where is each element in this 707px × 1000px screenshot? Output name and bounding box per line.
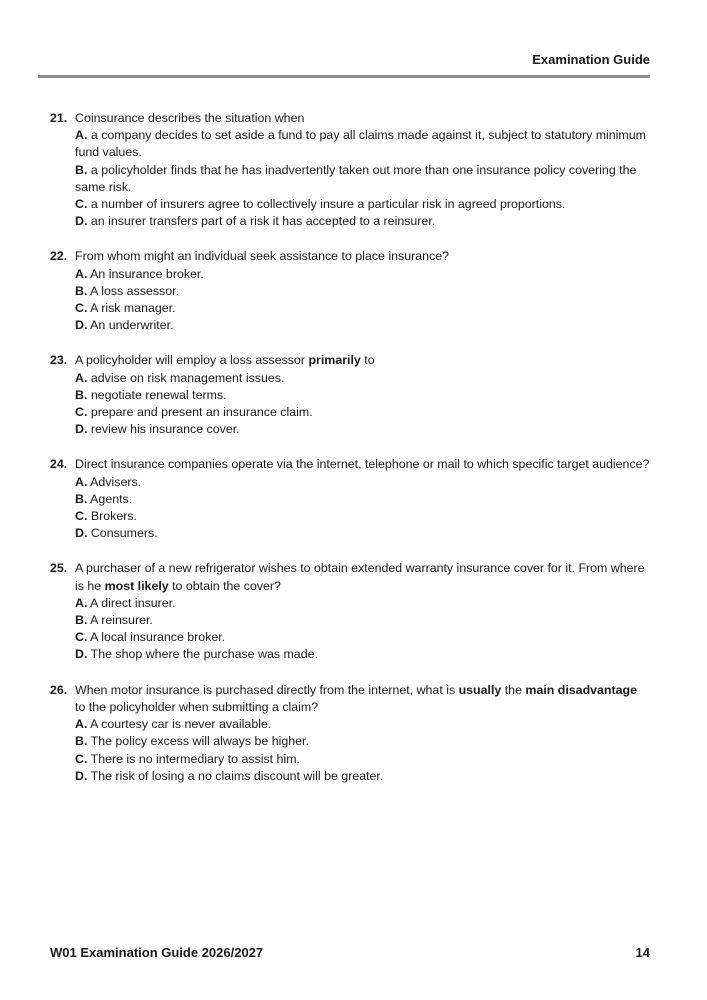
option-text: A risk manager. bbox=[90, 301, 176, 316]
option-text: An insurance broker. bbox=[90, 266, 204, 281]
option-letter: C. bbox=[75, 751, 88, 766]
answer-option bbox=[75, 595, 650, 612]
option-text: The risk of losing a no claims discount will be greater. bbox=[90, 768, 384, 783]
footer-title: W01 Examination Guide 2026/2027 bbox=[50, 945, 264, 960]
option-text: A reinsurer. bbox=[90, 613, 153, 628]
option-text: Brokers. bbox=[90, 509, 137, 524]
header-divider bbox=[38, 75, 650, 78]
question-number: 21. bbox=[50, 111, 68, 125]
question-22 bbox=[50, 248, 650, 334]
answer-option bbox=[75, 127, 650, 161]
option-text: A courtesy car is never available. bbox=[90, 717, 272, 732]
option-text: There is no intermediary to assist him. bbox=[90, 751, 300, 766]
emphasis-text: most likely bbox=[104, 578, 169, 593]
option-letter: B. bbox=[75, 491, 88, 506]
option-text: Agents. bbox=[90, 491, 133, 506]
header-title: Examination Guide bbox=[532, 52, 650, 67]
question-24 bbox=[50, 456, 650, 542]
option-letter: B. bbox=[75, 162, 88, 177]
stem-text: When motor insurance is purchased directly from the internet, what is bbox=[75, 682, 459, 697]
option-letter: C. bbox=[75, 509, 88, 524]
stem-text: From whom might an individual seek assistance to place insurance? bbox=[75, 249, 449, 264]
option-letter: D. bbox=[75, 768, 88, 783]
option-text: negotiate renewal terms. bbox=[90, 387, 227, 402]
question-number: 25. bbox=[50, 561, 68, 576]
answer-option bbox=[75, 646, 650, 663]
option-text: an insurer transfers part of a risk it has accepted to a reinsurer. bbox=[90, 214, 436, 229]
answer-option bbox=[75, 421, 650, 438]
option-text: a company decides to set aside a fund to pay all claims made against it, subject to statutory minimum fund values. bbox=[75, 128, 646, 160]
answer-option bbox=[75, 317, 650, 334]
answer-option bbox=[75, 508, 650, 525]
answer-option bbox=[75, 768, 650, 785]
option-letter: C. bbox=[75, 405, 88, 420]
stem-text: to bbox=[360, 353, 375, 368]
question-stem bbox=[75, 352, 650, 369]
question-number: 26. bbox=[50, 682, 68, 697]
answer-option bbox=[75, 300, 650, 317]
answer-option bbox=[75, 716, 650, 733]
answer-option bbox=[75, 525, 650, 542]
option-letter: A. bbox=[75, 128, 88, 143]
stem-text: to obtain the cover? bbox=[168, 578, 281, 593]
option-text: prepare and present an insurance claim. bbox=[90, 405, 313, 420]
option-text: A local insurance broker. bbox=[90, 630, 226, 645]
option-text: A direct insurer. bbox=[90, 595, 176, 610]
option-letter: D. bbox=[75, 526, 88, 541]
answer-option bbox=[75, 370, 650, 387]
option-text: An underwriter. bbox=[90, 318, 174, 333]
question-26 bbox=[50, 682, 650, 785]
answer-option bbox=[75, 162, 650, 196]
question-stem bbox=[75, 110, 650, 127]
answer-option bbox=[75, 474, 650, 491]
option-text: Consumers. bbox=[90, 526, 158, 541]
option-text: The shop where the purchase was made. bbox=[90, 647, 318, 662]
question-number: 24. bbox=[50, 457, 68, 472]
stem-text: Direct insurance companies operate via the internet, telephone or mail to which specific target audience? bbox=[75, 457, 650, 472]
stem-text: A policyholder will employ a loss assessor bbox=[75, 353, 309, 368]
question-stem bbox=[75, 682, 650, 716]
answer-option bbox=[75, 196, 650, 213]
page-number: 14 bbox=[635, 945, 650, 960]
stem-text: A purchaser of a new refrigerator wishes to obtain extended warranty insurance cover for it. From where is he bbox=[75, 561, 645, 593]
emphasis-text: primarily bbox=[308, 353, 361, 368]
answer-option bbox=[75, 387, 650, 404]
option-text: advise on risk management issues. bbox=[90, 370, 285, 385]
answer-option bbox=[75, 491, 650, 508]
option-letter: A. bbox=[75, 717, 88, 732]
option-text: a number of insurers agree to collectively insure a particular risk in agreed proportions. bbox=[90, 197, 566, 212]
option-letter: B. bbox=[75, 283, 88, 298]
answer-option bbox=[75, 283, 650, 300]
option-letter: A. bbox=[75, 595, 88, 610]
option-letter: D. bbox=[75, 318, 88, 333]
option-letter: A. bbox=[75, 266, 88, 281]
answer-option bbox=[75, 213, 650, 230]
question-stem bbox=[75, 456, 650, 473]
answer-option bbox=[75, 404, 650, 421]
option-text: A loss assessor. bbox=[90, 283, 180, 298]
question-stem bbox=[75, 560, 650, 594]
question-25 bbox=[50, 560, 650, 663]
option-letter: D. bbox=[75, 422, 88, 437]
answer-option bbox=[75, 266, 650, 283]
answer-option bbox=[75, 751, 650, 768]
question-21 bbox=[50, 110, 650, 230]
option-text: The policy excess will always be higher. bbox=[90, 734, 309, 749]
option-letter: D. bbox=[75, 647, 88, 662]
answer-option bbox=[75, 733, 650, 750]
option-letter: B. bbox=[75, 734, 88, 749]
option-letter: D. bbox=[75, 214, 88, 229]
option-text: a policyholder finds that he has inadvertently taken out more than one insurance policy covering the same risk. bbox=[75, 162, 637, 194]
option-letter: C. bbox=[75, 630, 88, 645]
question-list bbox=[50, 110, 650, 803]
answer-option bbox=[75, 629, 650, 646]
emphasis-text: usually bbox=[458, 682, 502, 697]
question-stem bbox=[75, 248, 650, 265]
option-text: Advisers. bbox=[90, 474, 142, 489]
question-number: 23. bbox=[50, 353, 68, 368]
question-23 bbox=[50, 352, 650, 438]
option-letter: C. bbox=[75, 301, 88, 316]
option-letter: B. bbox=[75, 613, 88, 628]
answer-option bbox=[75, 612, 650, 629]
stem-text: Coinsurance describes the situation when bbox=[75, 111, 305, 125]
question-number: 22. bbox=[50, 249, 68, 264]
stem-text: to the policyholder when submitting a claim? bbox=[75, 699, 319, 714]
stem-text: the bbox=[501, 682, 526, 697]
option-letter: B. bbox=[75, 387, 88, 402]
option-letter: A. bbox=[75, 370, 88, 385]
option-letter: A. bbox=[75, 474, 88, 489]
option-text: review his insurance cover. bbox=[90, 422, 240, 437]
emphasis-text: main disadvantage bbox=[525, 682, 637, 697]
option-letter: C. bbox=[75, 197, 88, 212]
